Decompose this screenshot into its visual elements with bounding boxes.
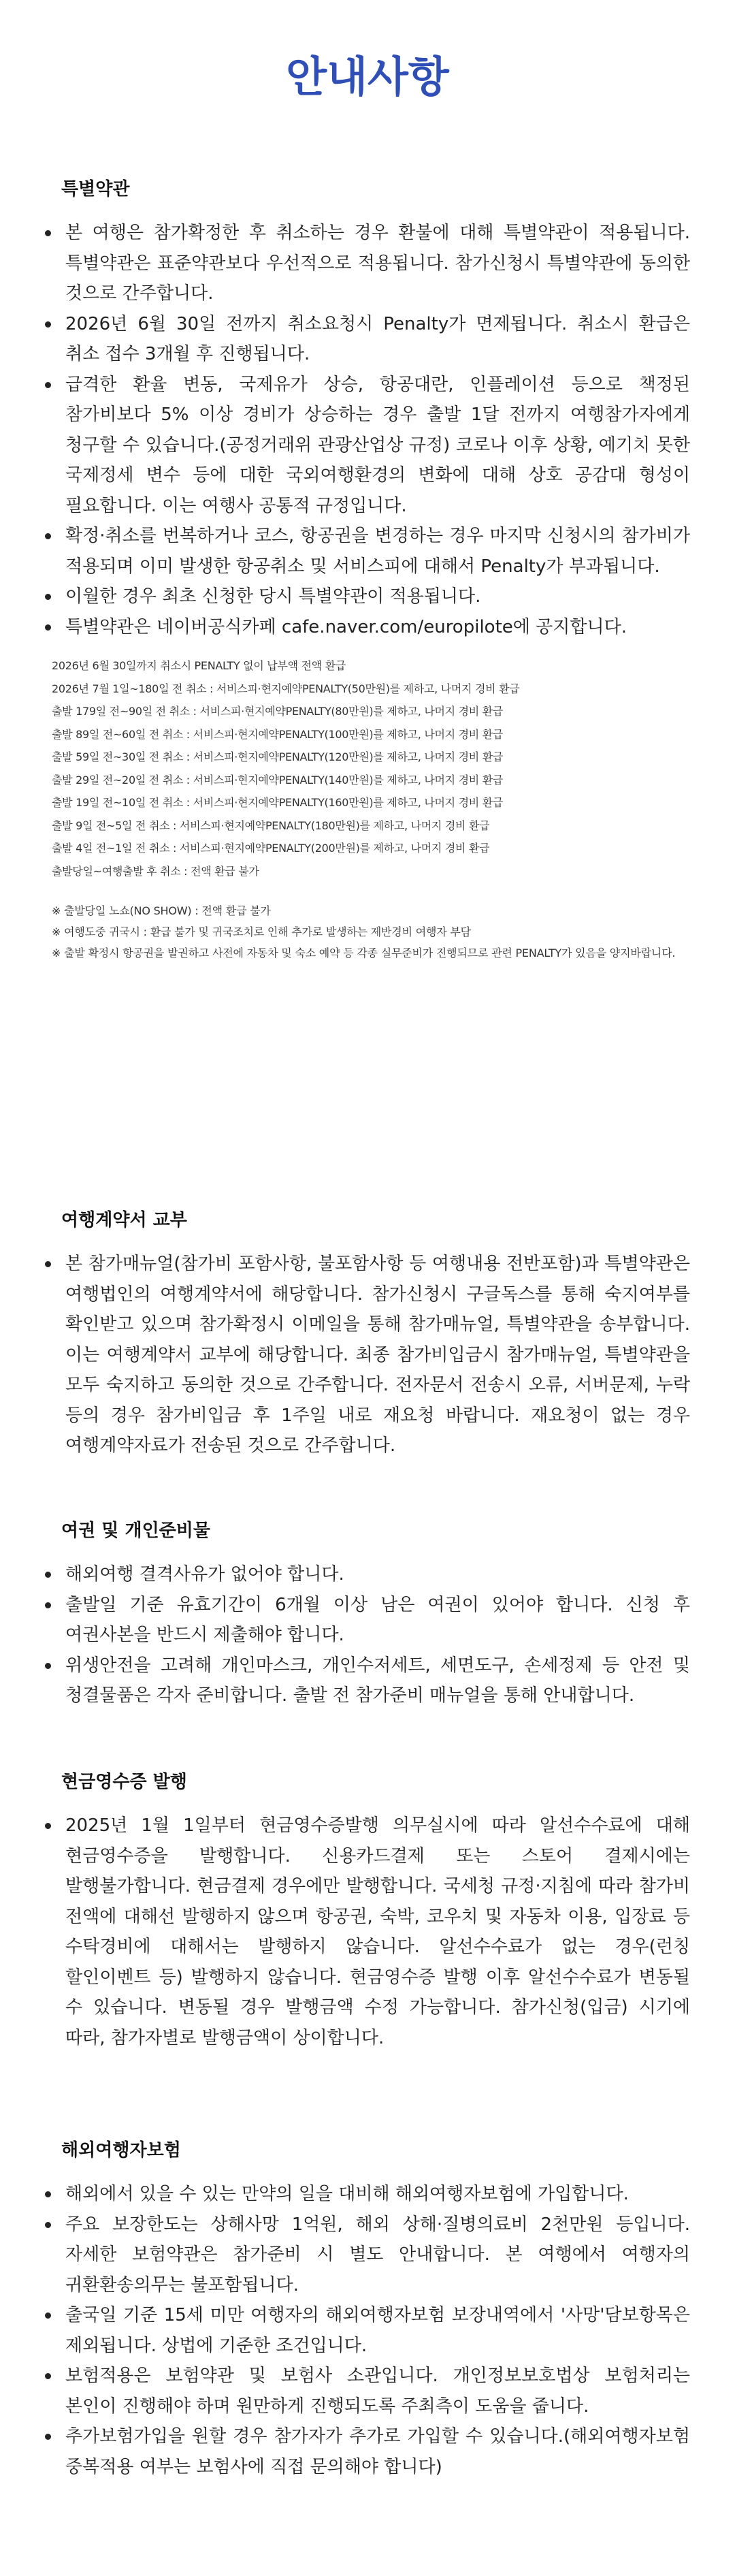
list-item: 위생안전을 고려해 개인마스크, 개인수저세트, 세면도구, 손세정제 등 안전 및 청결물품은 각자 준비합니다. 출발 전 참가준비 매뉴얼을 통해 안내합니다.: [65, 1651, 690, 1711]
section-heading: 해외여행자보험: [61, 2140, 181, 2161]
list-item: 출국일 기준 15세 미만 여행자의 해외여행자보험 보장내역에서 '사망'담보항목은 제외됩니다. 상법에 기준한 조건입니다.: [65, 2300, 690, 2361]
section-travel-insurance: [0, 2137, 735, 2482]
schedule-item: 출발 9일 전~5일 전 취소 : 서비스피·현지예약PENALTY(180만원)를 제하고, 나머지 경비 환급: [52, 818, 490, 832]
section-contract: [0, 1207, 735, 1461]
schedule-item: 출발 59일 전~30일 전 취소 : 서비스피·현지예약PENALTY(120만원)를 제하고, 나머지 경비 환급: [52, 750, 504, 763]
note-text: ※ 출발당일 노쇼(NO SHOW) : 전액 환급 불가: [52, 904, 271, 917]
section-heading: 여권 및 개인준비물: [61, 1521, 211, 1541]
page-title: 안내사항: [286, 52, 449, 101]
section-heading: 특별약관: [61, 179, 130, 200]
cancellation-schedule: [0, 654, 735, 882]
bullet-list: [0, 2179, 735, 2482]
schedule-item: 출발 4일 전~1일 전 취소 : 서비스피·현지예약PENALTY(200만원)를 제하고, 나머지 경비 환급: [52, 842, 490, 855]
list-item: 2026년 6월 30일 전까지 취소요청시 Penalty가 면제됩니다. 취소시 환급은 취소 접수 3개월 후 진행됩니다.: [65, 309, 690, 370]
schedule-item: 출발당일~여행출발 후 취소 : 전액 환급 불가: [52, 864, 259, 878]
bullet-list: [0, 1811, 735, 2053]
schedule-item: 출발 19일 전~10일 전 취소 : 서비스피·현지예약PENALTY(160만원)를 제하고, 나머지 경비 환급: [52, 796, 504, 809]
list-item: 특별약관은 네이버공식카페 cafe.naver.com/europilote에 공지합니다.: [65, 612, 690, 643]
bullet-list: [0, 1249, 735, 1461]
schedule-item: 2026년 7월 1일~180일 전 취소 : 서비스피·현지예약PENALTY(50만원)를 제하고, 나머지 경비 환급: [52, 682, 520, 695]
schedule-item: 출발 179일 전~90일 전 취소 : 서비스피·현지예약PENALTY(80만원)를 제하고, 나머지 경비 환급: [52, 705, 504, 718]
list-item: 이월한 경우 최초 신청한 당시 특별약관이 적용됩니다.: [65, 582, 690, 612]
notes-block: [52, 900, 691, 964]
list-item: 해외여행 결격사유가 없어야 합니다.: [65, 1559, 690, 1590]
section-cash-receipt: [0, 1768, 735, 2053]
list-item: 보험적용은 보험약관 및 보험사 소관입니다. 개인정보보호법상 보험처리는 본인이 진행해야 하며 원만하게 진행되도록 주최측이 도움을 줍니다.: [65, 2361, 690, 2421]
schedule-item: 출발 89일 전~60일 전 취소 : 서비스피·현지예약PENALTY(100만원)를 제하고, 나머지 경비 환급: [52, 727, 504, 741]
section-heading: 여행계약서 교부: [61, 1210, 187, 1230]
section-heading: 현금영수증 발행: [61, 1772, 187, 1792]
section-special-terms: [0, 176, 735, 964]
bullet-list: [0, 218, 735, 642]
note-text: ※ 여행도중 귀국시 : 환급 불가 및 귀국조치로 인해 추가로 발생하는 제반경비 여행자 부담: [52, 925, 471, 938]
list-item: 확정·취소를 번복하거나 코스, 항공권을 변경하는 경우 마지막 신청시의 참가비가 적용되며 이미 발생한 항공취소 및 서비스피에 대해서 Penalty가 부과됩니다.: [65, 521, 690, 582]
schedule-item: 2026년 6월 30일까지 취소시 PENALTY 없이 납부액 전액 환급: [52, 659, 346, 672]
list-item: 출발일 기준 유효기간이 6개월 이상 남은 여권이 있어야 합니다. 신청 후 여권사본을 반드시 제출해야 합니다.: [65, 1590, 690, 1651]
list-item: 주요 보장한도는 상해사망 1억원, 해외 상해·질병의료비 2천만원 등입니다. 자세한 보험약관은 참가준비 시 별도 안내합니다. 본 여행에서 여행자의 귀환환송의무는 불포함됩니다.: [65, 2210, 690, 2301]
schedule-item: 출발 29일 전~20일 전 취소 : 서비스피·현지예약PENALTY(140만원)를 제하고, 나머지 경비 환급: [52, 773, 504, 786]
list-item: 급격한 환율 변동, 국제유가 상승, 항공대란, 인플레이션 등으로 책정된 참가비보다 5% 이상 경비가 상승하는 경우 출발 1달 전까지 여행참가자에게 청구할 수 있습니다.(공정거래위 관광산업상 규정) 코로나 이후 상황, 예기치 못한 국제정세 변수 등에 대한 국외여행환경의 변화에 대해 상호 공감대 형성이 필요합니다. 이는 여행사 공통적 규정입니다.: [65, 370, 690, 522]
list-item: 2025년 1월 1일부터 현금영수증발행 의무실시에 따라 알선수수료에 대해 현금영수증을 발행합니다. 신용카드결제 또는 스토어 결제시에는 발행불가합니다. 현금결제 경우에만 발행합니다. 국세청 규정·지침에 따라 참가비 전액에 대해선 발행하지 않으며 항공권, 숙박, 코우치 및 자동차 이용, 입장료 등 수탁경비에 대해서는 발행하지 않습니다. 알선수수료가 없는 경우(런칭 할인이벤트 등) 발행하지 않습니다. 현금영수증 발행 이후 알선수수료가 변동될 수 있습니다. 변동될 경우 발행금액 수정 가능합니다. 참가신청(입금) 시기에 따라, 참가자별로 발행금액이 상이합니다.: [65, 1811, 690, 2053]
note-text: ※ 출발 확정시 항공권을 발권하고 사전에 자동차 및 숙소 예약 등 각종 실무준비가 진행되므로 관련 PENALTY가 있음을 양지바랍니다.: [52, 947, 676, 959]
list-item: 본 여행은 참가확정한 후 취소하는 경우 환불에 대해 특별약관이 적용됩니다. 특별약관은 표준약관보다 우선적으로 적용됩니다. 참가신청시 특별약관에 동의한 것으로 간주합니다.: [65, 218, 690, 309]
section-passport: [0, 1517, 735, 1711]
list-item: 해외에서 있을 수 있는 만약의 일을 대비해 해외여행자보험에 가입합니다.: [65, 2179, 690, 2210]
list-item: 추가보험가입을 원할 경우 참가자가 추가로 가입할 수 있습니다.(해외여행자보험 중복적용 여부는 보험사에 직접 문의해야 합니다): [65, 2421, 690, 2482]
bullet-list: [0, 1559, 735, 1711]
list-item: 본 참가매뉴얼(참가비 포함사항, 불포함사항 등 여행내용 전반포함)과 특별약관은 여행법인의 여행계약서에 해당합니다. 참가신청시 구글독스를 통해 숙지여부를 확인받고 있으며 참가확정시 이메일을 통해 참가매뉴얼, 특별약관을 송부합니다. 이는 여행계약서 교부에 해당합니다. 최종 참가비입금시 참가매뉴얼, 특별약관을 모두 숙지하고 동의한 것으로 간주합니다. 전자문서 전송시 오류, 서버문제, 누락 등의 경우 참가비입금 후 1주일 내로 재요청 바랍니다. 재요청이 없는 경우 여행계약자료가 전송된 것으로 간주합니다.: [65, 1249, 690, 1461]
